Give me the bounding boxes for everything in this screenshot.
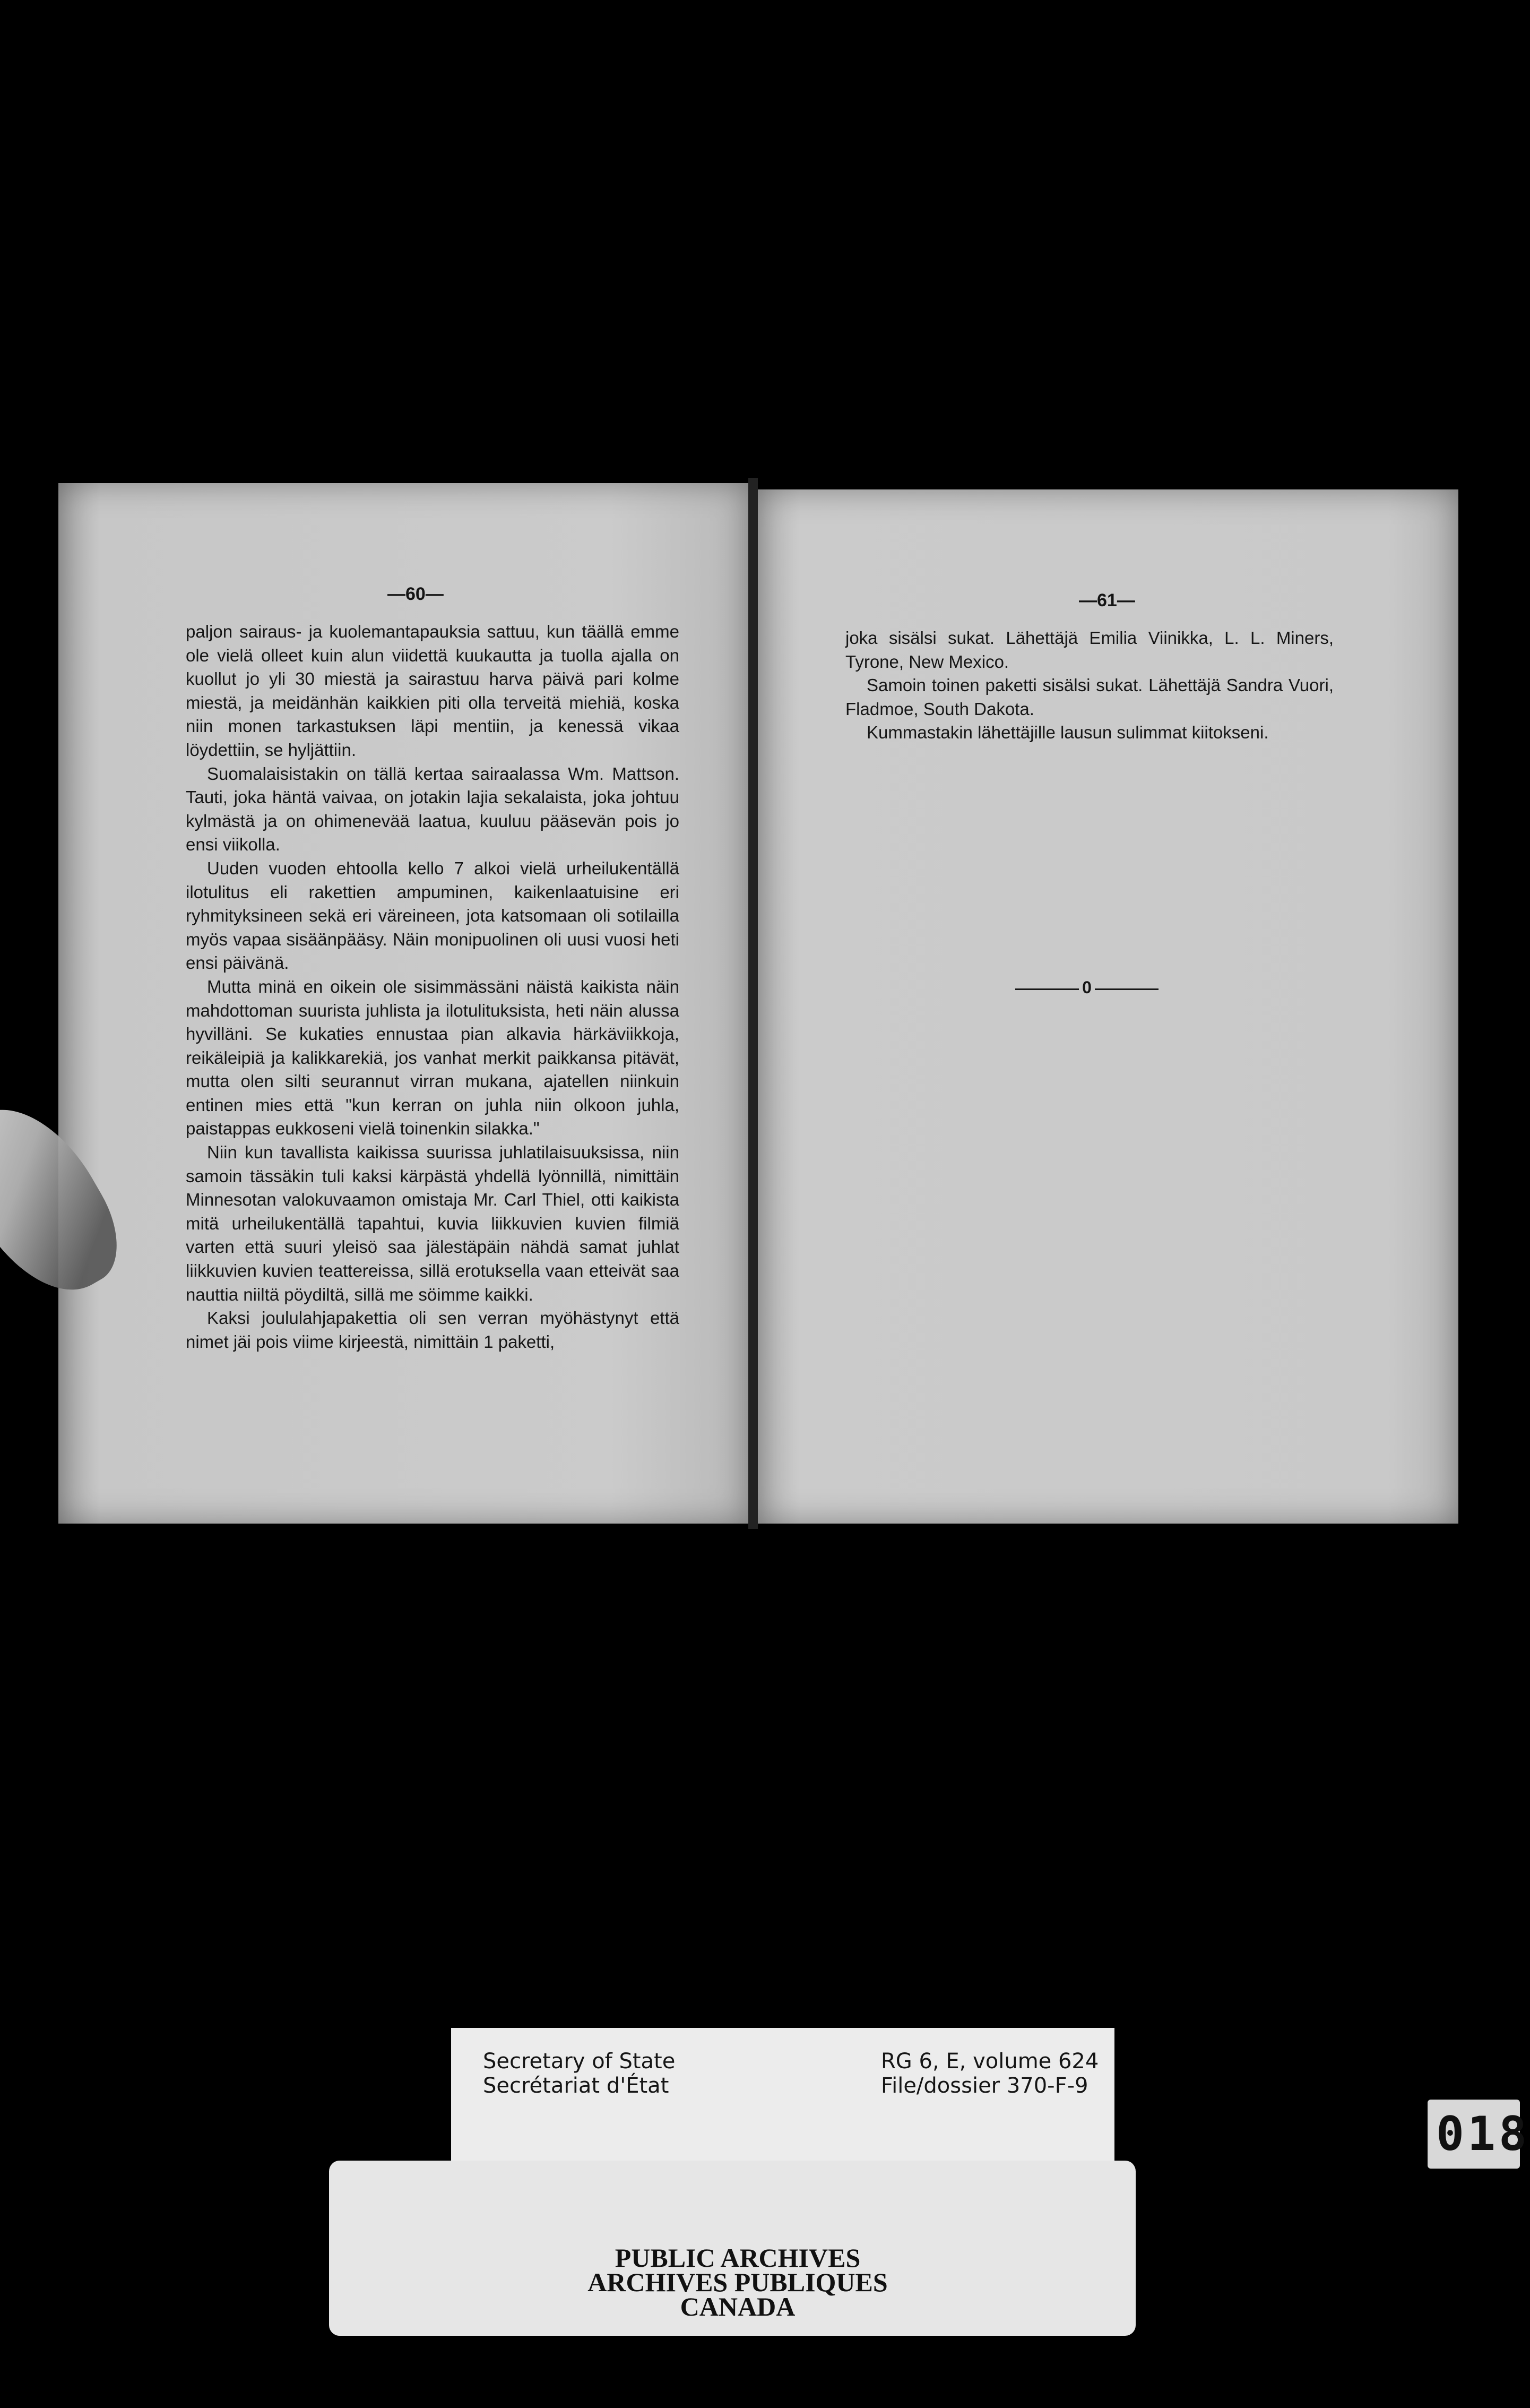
file-dossier: File/dossier 370-F-9	[881, 2074, 1088, 2098]
microfilm-frame-number: 018	[1428, 2100, 1520, 2169]
paragraph: Suomalaisistakin on tällä kertaa sairaalassa Wm. Mattson. Tauti, joka häntä vaivaa, on jotakin lajia sekalaista, joka johtuu kylmästä ja on ohimenevää laatua, kuuluu pääsevän pois jo ensi viikolla.	[186, 763, 679, 855]
paragraph: Kummastakin lähettäjille lausun sulimmat kiitokseni.	[867, 723, 1269, 743]
right-page	[758, 489, 1458, 1524]
paragraph: Mutta minä en oikein ole sisimmässäni näistä kaikista näin mahdottoman suurista juhlista ja ilotulituksista, heti näin alussa hyvilläni. Se kukaties ennustaa pian alkavia härkäviikkoja, reikäleipiä ja kalikkarekiä, jos vanhat merkit paikkansa pitävät, mutta olen silti seurannut virran mukana, ajatellen niinkuin entinen mies että "kun kerran on juhla niin olkoon juhla, paistappas eukkoseni vielä toinenkin silakka."	[186, 976, 679, 1139]
paragraph: Samoin toinen paketti sisälsi sukat. Lähettäjä Sandra Vuori, Fladmoe, South Dakota.	[845, 675, 1334, 719]
right-page-text	[845, 626, 1334, 745]
end-rule-right	[1095, 988, 1159, 990]
stamp-line-french: ARCHIVES PUBLIQUES	[587, 2267, 888, 2297]
left-page	[58, 483, 748, 1524]
left-page-text	[186, 620, 679, 1354]
paragraph: joka sisälsi sukat. Lähettäjä Emilia Viinikka, L. L. Miners, Tyrone, New Mexico.	[845, 628, 1334, 672]
page-number-61: —61—	[1079, 590, 1135, 610]
record-group: RG 6, E, volume 624	[881, 2049, 1099, 2074]
department-label	[483, 2049, 675, 2098]
page-number-60: —60—	[387, 584, 444, 604]
paragraph: Uuden vuoden ehtoolla kello 7 alkoi vielä urheilukentällä ilotulitus eli rakettien ampuminen, kaikenlaatuisine eri ryhmityksineen sekä eri väreineen, jota katsomaan oli sotilailla myös vapaa sisäänpääsy. Näin monipuolinen oli uusi vuosi heti ensi päivänä.	[186, 858, 679, 973]
archives-stamp	[329, 2161, 1136, 2336]
paragraph: Niin kun tavallista kaikissa suurissa juhlatilaisuuksissa, niin samoin tässäkin tuli kaksi kärpästä yhdellä lyönnillä, nimittäin Minnesotan valokuvaamon omistaja Mr. Carl Thiel, otti kaikista mitä urheilukentällä tapahtui, kuvia liikkuvien kuvien filmiä varten että suuri yleisö saa jälestäpäin nähdä samat juhlat liikkuvien kuvien teattereissa, sillä erotuksella vaan etteivät saa nauttia niiltä pöydiltä, sillä me söimme kaikki.	[186, 1142, 679, 1304]
department-english: Secretary of State	[483, 2049, 676, 2074]
end-mark-text: 0	[1082, 978, 1092, 997]
archives-stamp-text	[557, 2243, 918, 2321]
stamp-line-english: PUBLIC ARCHIVES	[615, 2243, 861, 2273]
end-mark	[1015, 978, 1159, 999]
book-gutter	[748, 478, 758, 1529]
stamp-line-country: CANADA	[680, 2292, 796, 2321]
paragraph: paljon sairaus- ja kuolemantapauksia sattuu, kun täällä emme ole vielä olleet kuin alun viidettä kuukautta ja tuolla ajalla on kuollut jo yli 30 miestä ja sairastuu harva päivä pari kolme miestä, ja meidänhän kaikkien piti olla terveitä miehiä, koska niin monen tarkastuksen läpi mentiin, ja kenessä vikaa löydettiin, se hyljättiin.	[186, 622, 679, 760]
reference-label	[881, 2049, 1099, 2098]
department-french: Secrétariat d'État	[483, 2074, 669, 2098]
paragraph: Kaksi joululahjapakettia oli sen verran myöhästynyt että nimet jäi pois viime kirjeestä, nimittäin 1 paketti,	[186, 1308, 679, 1352]
